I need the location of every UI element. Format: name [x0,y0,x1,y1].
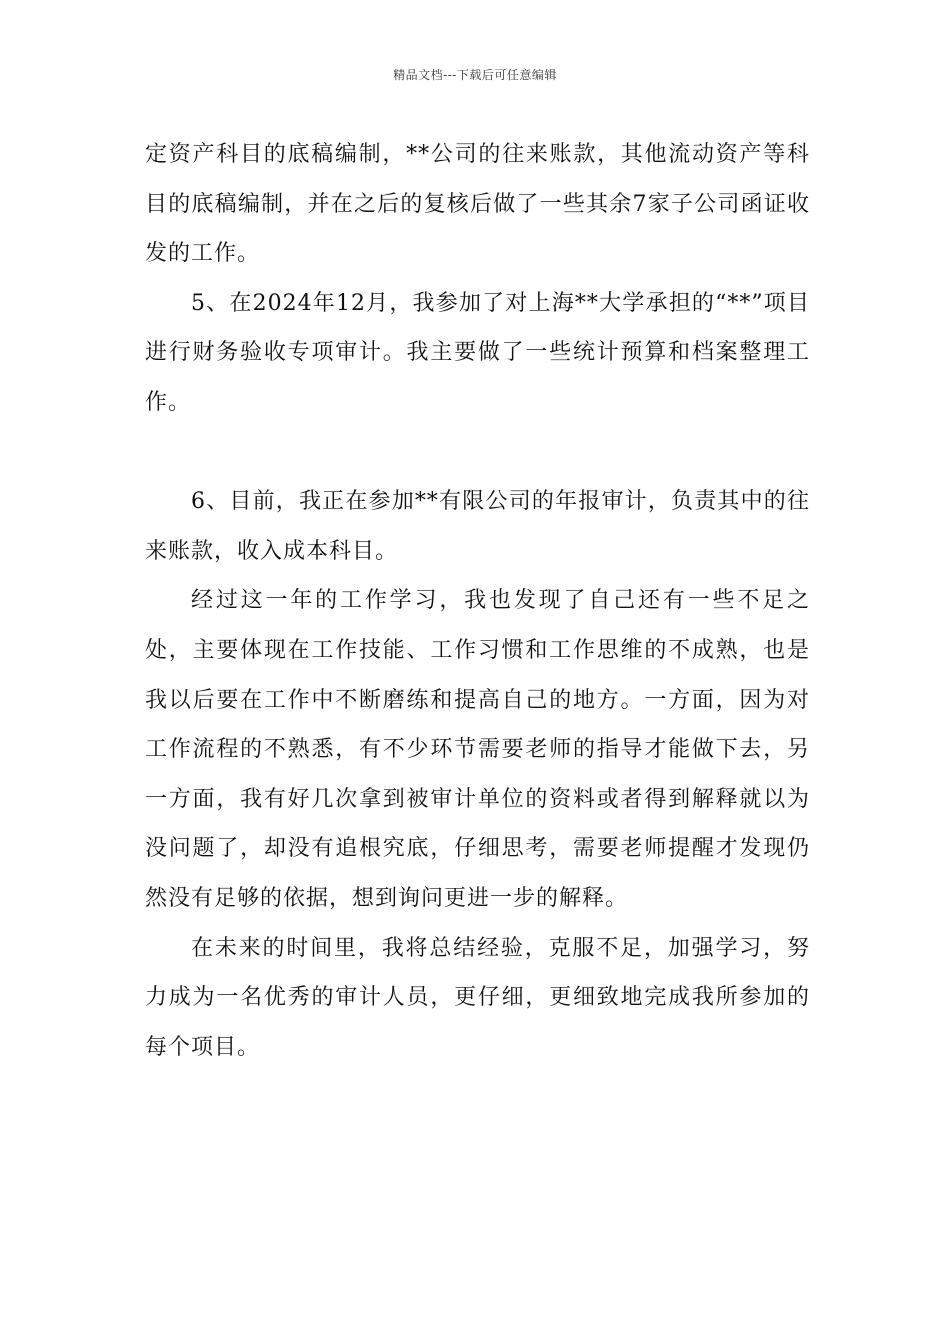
paragraph-future: 在未来的时间里，我将总结经验，克服不足，加强学习，努力成为一名优秀的审计人员，更仔细，更细致地完成我所参加的每个项目。 [145,935,810,1060]
document-body [145,130,810,1072]
paragraph-continuation: 定资产科目的底稿编制，**公司的往来账款，其他流动资产等科目的底稿编制，并在之后的复核后做了一些其余7家子公司函证收发的工作。 [145,142,810,267]
paragraph-shortcomings: 经过这一年的工作学习，我也发现了自己还有一些不足之处，主要体现在工作技能、工作习惯和工作思维的不成熟，也是我以后要在工作中不断磨练和提高自己的地方。一方面，因为对工作流程的不熟悉，有不少环节需要老师的指导才能做下去，另一方面，我有好几次拿到被审计单位的资料或者得到解释就以为没问题了，却没有追根究底，仔细思考，需要老师提醒才发现仍然没有足够的依据，想到询问更进一步的解释。 [145,588,810,911]
paragraph-item-5: 5、在2024年12月，我参加了对上海**大学承担的“**”项目进行财务验收专项审计。我主要做了一些统计预算和档案整理工作。 [145,290,810,415]
page-header: 精品文档---下载后可任意编辑 [393,68,557,82]
paragraph-item-6: 6、目前，我正在参加**有限公司的年报审计，负责其中的往来账款，收入成本科目。 [145,489,810,564]
